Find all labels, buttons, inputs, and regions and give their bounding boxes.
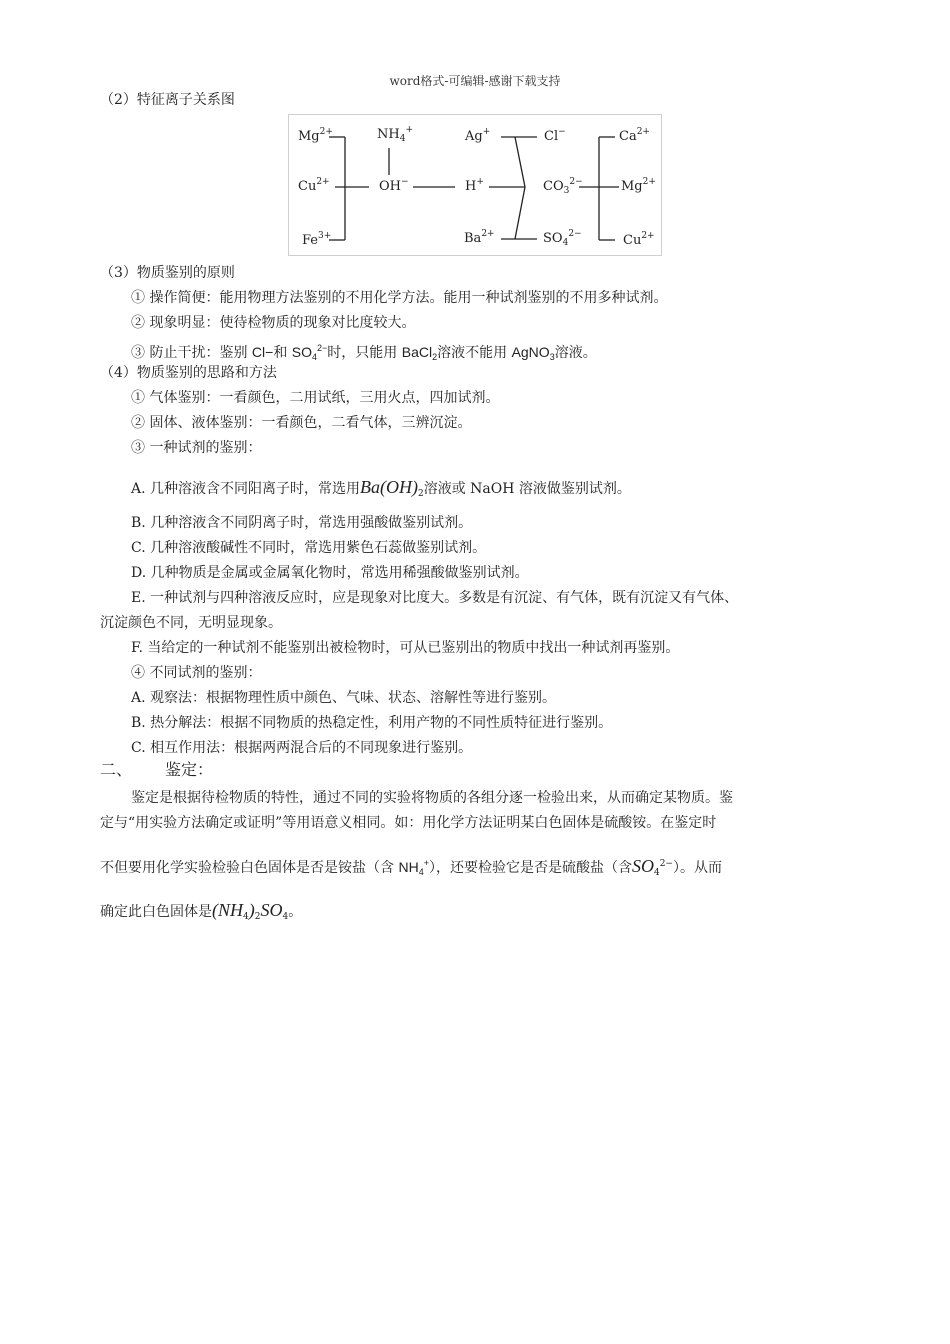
s4-item-f: F. 当给定的一种试剂不能鉴别出被检物时，可从已鉴别出的物质中找出一种试剂再鉴别。 <box>131 640 680 656</box>
s3-line-1: ① 操作简便：能用物理方法鉴别的不用化学方法。能用一种试剂鉴别的不用多种试剂。 <box>131 290 668 306</box>
s4-line-1: ① 气体鉴别：一看颜色，二用试纸，三用火点，四加试剂。 <box>131 390 500 406</box>
s4-item-e-line2: 沉淀颜色不同，无明显现象。 <box>100 615 282 631</box>
ion-oh: OH− <box>379 177 409 194</box>
ion-mg-right: $Mg^{2+}$ <box>621 177 656 194</box>
s4-line-3: ③ 一种试剂的鉴别： <box>131 440 262 456</box>
ion-cl: Cl− <box>544 127 566 144</box>
page-header: word格式-可编辑-感谢下载支持 <box>389 74 561 88</box>
ion-ca-right: $Ca^{2+}$ <box>619 127 650 144</box>
s3-line-2: ② 现象明显：使待检物质的现象对比度较大。 <box>131 315 416 331</box>
sec2-para-line1: 鉴定是根据待检物质的特性，通过不同的实验将物质的各组分逐一检验出来，从而确定某物质。鉴 <box>131 790 733 806</box>
section-4-title: （4）物质鉴别的思路和方法 <box>100 365 277 381</box>
s4-line-4: ④ 不同试剂的鉴别： <box>131 665 262 681</box>
s4-line-2: ② 固体、液体鉴别：一看颜色，二看气体，三辨沉淀。 <box>131 415 472 431</box>
ion-cu: $Cu^{2+}$ <box>298 177 330 194</box>
s4-item-b2: B. 热分解法：根据不同物质的热稳定性，利用产物的不同性质特征进行鉴别。 <box>131 715 613 731</box>
ion-h: H+ <box>465 177 484 194</box>
section-2-title: （2）特征离子关系图 <box>100 92 235 108</box>
s4-item-c2: C. 相互作用法：根据两两混合后的不同现象进行鉴别。 <box>131 740 473 756</box>
s4-item-a: A. 几种溶液含不同阳离子时，常选用$Ba(OH)_2$溶液或 NaOH 溶液做鉴别试剂。 <box>131 477 631 499</box>
ion-co3: $CO_3^{2-}$ <box>543 177 583 196</box>
sec2-para-line2: 定与“用实验方法确定或证明”等用语意义相同。如：用化学方法证明某白色固体是硫酸铵。在鉴定时 <box>100 815 717 831</box>
sec2-para-line4: 确定此白色固体是$(NH_4)_2SO_4$。 <box>100 900 303 922</box>
s4-item-e-line1: E. 一种试剂与四种溶液反应时，应是现象对比度大。多数是有沉淀、有气体，既有沉淀又有气体、 <box>131 590 739 606</box>
section-two-number: 二、 <box>100 760 133 779</box>
ion-ag: Ag+ <box>465 127 491 144</box>
ion-relation-diagram <box>288 114 662 256</box>
ion-cu-right: $Cu^{2+}$ <box>623 231 655 248</box>
section-two-title: 鉴定： <box>165 760 214 779</box>
ion-nh4: $NH_4^+$ <box>377 125 413 144</box>
ion-ba: $Ba^{2+}$ <box>464 229 495 246</box>
section-3-title: （3）物质鉴别的原则 <box>100 265 235 281</box>
s4-item-c: C. 几种溶液酸碱性不同时，常选用紫色石蕊做鉴别试剂。 <box>131 540 487 556</box>
ion-mg: $Mg^{2+}$ <box>298 127 333 144</box>
s4-item-b: B. 几种溶液含不同阴离子时，常选用强酸做鉴别试剂。 <box>131 515 473 531</box>
s3-line-3: ③ 防止干扰：鉴别 Cl−和 $SO_4^{2-}$时，只能用 BaCl$_2$溶液不能用 AgNO$_3$溶液。 <box>131 343 597 362</box>
ion-fe: $Fe^{3+}$ <box>302 231 332 248</box>
sec2-para-line3: 不但要用化学实验检验白色固体是否是铵盐（含 $NH_4^+$），还要检验它是否是硫酸盐（含$SO_4^{2-}$）。从而 <box>100 856 722 878</box>
s4-item-d: D. 几种物质是金属或金属氧化物时，常选用稀强酸做鉴别试剂。 <box>131 565 529 581</box>
ion-so4: $SO_4^{2-}$ <box>543 229 582 248</box>
s4-item-a2: A. 观察法：根据物理性质中颜色、气味、状态、溶解性等进行鉴别。 <box>131 690 557 706</box>
